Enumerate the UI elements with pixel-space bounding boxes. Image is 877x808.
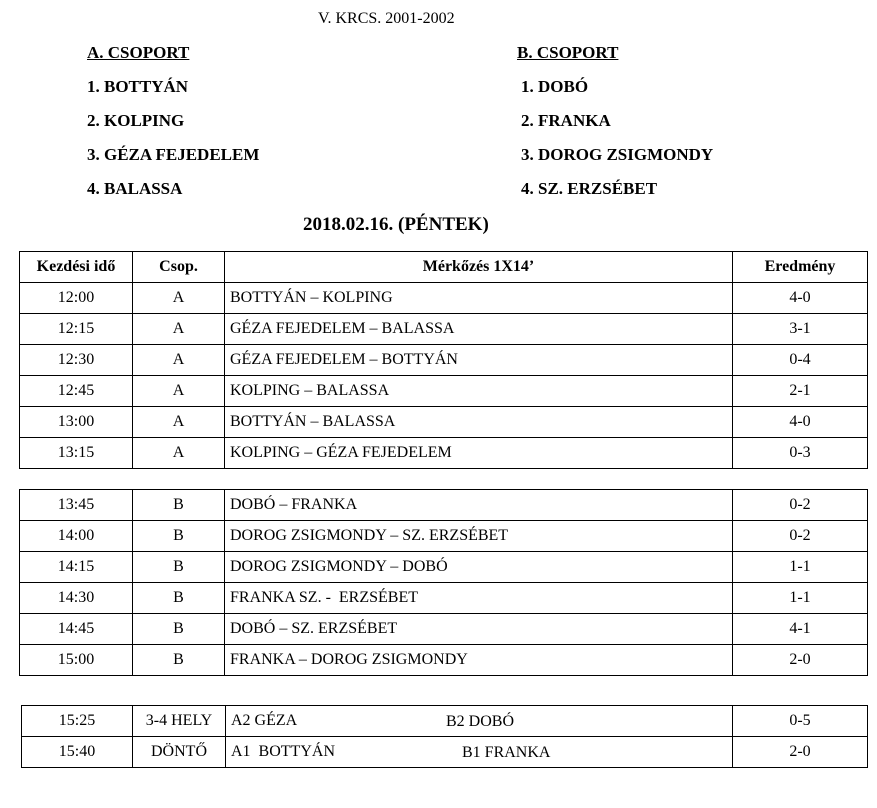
match-pairing: DOBÓ – FRANKA <box>225 490 733 521</box>
match-result: 2-1 <box>733 376 868 407</box>
match-time: 14:15 <box>20 552 133 583</box>
team-home: A2 GÉZA <box>231 712 298 729</box>
match-group: B <box>133 645 225 676</box>
group-b-team-1: 1. DOBÓ <box>521 77 589 96</box>
match-group: A <box>133 345 225 376</box>
group-a-team-3: 3. GÉZA FEJEDELEM <box>87 145 260 164</box>
team-home: A1 BOTTYÁN <box>231 743 335 760</box>
match-pairing: BOTTYÁN – BALASSA <box>225 407 733 438</box>
group-a-team-2: 2. KOLPING <box>87 111 185 130</box>
match-pairing: FRANKA – DOROG ZSIGMONDY <box>225 645 733 676</box>
match-result: 3-1 <box>733 314 868 345</box>
table-row <box>20 490 868 521</box>
header-result: Eredmény <box>733 252 868 283</box>
page-title: V. KRCS. 2001-2002 <box>318 10 455 27</box>
schedule-date: 2018.02.16. (PÉNTEK) <box>303 214 489 235</box>
match-group: 3-4 HELY <box>133 706 226 737</box>
match-time: 14:30 <box>20 583 133 614</box>
match-pairing: BOTTYÁN – KOLPING <box>225 283 733 314</box>
match-result: 0-3 <box>733 438 868 469</box>
match-group: DÖNTŐ <box>133 737 226 768</box>
group-b-team-3: 3. DOROG ZSIGMONDY <box>521 145 714 164</box>
table-row <box>20 376 868 407</box>
finals-schedule-table <box>21 705 868 768</box>
table-row <box>22 737 868 768</box>
group-a-heading: A. CSOPORT <box>87 43 190 62</box>
match-pairing <box>226 737 733 768</box>
match-result: 0-5 <box>733 706 868 737</box>
table-row <box>20 552 868 583</box>
match-time: 15:00 <box>20 645 133 676</box>
table-row <box>20 521 868 552</box>
match-result: 0-2 <box>733 490 868 521</box>
match-result: 4-0 <box>733 407 868 438</box>
match-time: 13:15 <box>20 438 133 469</box>
match-time: 12:00 <box>20 283 133 314</box>
match-result: 1-1 <box>733 552 868 583</box>
header-match: Mérkőzés 1X14’ <box>225 252 733 283</box>
match-pairing: KOLPING – GÉZA FEJEDELEM <box>225 438 733 469</box>
match-time: 13:45 <box>20 490 133 521</box>
match-result: 4-0 <box>733 283 868 314</box>
match-result: 0-4 <box>733 345 868 376</box>
table-row <box>20 583 868 614</box>
team-away: B1 FRANKA <box>462 744 551 761</box>
match-time: 14:45 <box>20 614 133 645</box>
match-group: A <box>133 283 225 314</box>
team-away: B2 DOBÓ <box>446 713 515 730</box>
match-group: B <box>133 614 225 645</box>
match-group: B <box>133 521 225 552</box>
match-pairing <box>226 706 733 737</box>
match-result: 1-1 <box>733 583 868 614</box>
header-group: Csop. <box>133 252 225 283</box>
group-a-team-4: 4. BALASSA <box>87 179 183 198</box>
match-group: B <box>133 583 225 614</box>
group-a-schedule-table <box>19 251 868 469</box>
match-result: 0-2 <box>733 521 868 552</box>
match-pairing: GÉZA FEJEDELEM – BOTTYÁN <box>225 345 733 376</box>
table-row <box>20 283 868 314</box>
group-b-schedule-table <box>19 489 868 676</box>
match-group: A <box>133 314 225 345</box>
match-result: 2-0 <box>733 737 868 768</box>
group-b-team-2: 2. FRANKA <box>521 111 611 130</box>
match-group: A <box>133 407 225 438</box>
table-row <box>20 314 868 345</box>
match-pairing: DOROG ZSIGMONDY – DOBÓ <box>225 552 733 583</box>
group-a-team-1: 1. BOTTYÁN <box>87 77 189 96</box>
match-pairing: KOLPING – BALASSA <box>225 376 733 407</box>
match-group: B <box>133 552 225 583</box>
header-time: Kezdési idő <box>20 252 133 283</box>
match-pairing: DOROG ZSIGMONDY – SZ. ERZSÉBET <box>225 521 733 552</box>
match-group: A <box>133 438 225 469</box>
match-time: 12:30 <box>20 345 133 376</box>
match-pairing: DOBÓ – SZ. ERZSÉBET <box>225 614 733 645</box>
table-row <box>20 645 868 676</box>
match-time: 13:00 <box>20 407 133 438</box>
match-group: B <box>133 490 225 521</box>
match-time: 12:15 <box>20 314 133 345</box>
match-time: 14:00 <box>20 521 133 552</box>
match-time: 12:45 <box>20 376 133 407</box>
match-group: A <box>133 376 225 407</box>
table-row <box>22 706 868 737</box>
table-row <box>20 345 868 376</box>
table-row <box>20 407 868 438</box>
match-pairing: GÉZA FEJEDELEM – BALASSA <box>225 314 733 345</box>
table-row <box>20 614 868 645</box>
table-header-row <box>20 252 868 283</box>
match-pairing: FRANKA SZ. - ERZSÉBET <box>225 583 733 614</box>
group-b-team-4: 4. SZ. ERZSÉBET <box>521 179 658 198</box>
match-time: 15:40 <box>22 737 133 768</box>
match-result: 2-0 <box>733 645 868 676</box>
match-result: 4-1 <box>733 614 868 645</box>
group-b-heading: B. CSOPORT <box>517 43 619 62</box>
table-row <box>20 438 868 469</box>
match-time: 15:25 <box>22 706 133 737</box>
